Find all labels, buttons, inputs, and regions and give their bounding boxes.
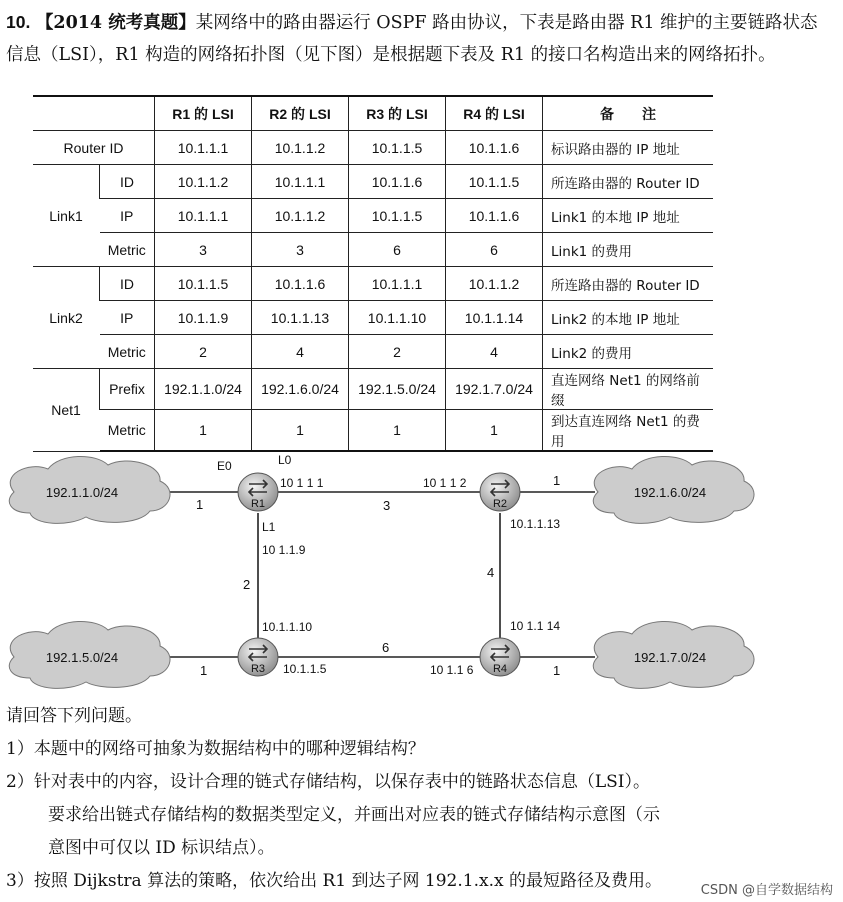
cell: 10.1.1.5 [155, 267, 252, 301]
cell: 10.1.1.5 [446, 165, 543, 199]
cell: 10.1.1.1 [155, 131, 252, 165]
cell: 192.1.7.0/24 [446, 369, 543, 410]
router-label: R4 [492, 663, 508, 675]
header-r3: R3 的 LSI [349, 96, 446, 131]
cost-r3-r4: 6 [382, 640, 390, 655]
header-r2: R2 的 LSI [252, 96, 349, 131]
note-cell: Link1 的费用 [543, 233, 714, 267]
cost-r2-c6: 1 [553, 473, 561, 488]
cost-r1-r2: 3 [383, 498, 391, 513]
cell: 1 [349, 410, 446, 452]
network-topology-diagram [0, 447, 843, 697]
router-r2 [480, 473, 520, 511]
cell: 10.1.1.2 [252, 199, 349, 233]
cell: 1 [446, 410, 543, 452]
cell: 4 [446, 335, 543, 369]
router-label: R1 [250, 498, 266, 510]
cell: 2 [349, 335, 446, 369]
table-row [33, 267, 713, 301]
cell: 10.1.1.5 [349, 131, 446, 165]
problem-header [6, 6, 832, 71]
note-cell: Link2 的费用 [543, 335, 714, 369]
cloud-label: 192.1.1.0/24 [45, 485, 119, 500]
ip-r4-left: 10 1.1 6 [430, 663, 474, 677]
cell: 10.1.1.2 [155, 165, 252, 199]
header-empty [33, 96, 155, 131]
router-r4 [480, 638, 520, 676]
cell: 10.1.1.6 [252, 267, 349, 301]
cell: 6 [446, 233, 543, 267]
row-label: Metric [100, 233, 155, 267]
problem-source: 【2014 统考真题】 [35, 13, 196, 33]
cost-c1-r1: 1 [196, 497, 204, 512]
question-2: 2）针对表中的内容，设计合理的链式存储结构，以保存表中的链路状态信息（LSI）。 [6, 772, 650, 792]
cell: 10.1.1.6 [349, 165, 446, 199]
cell: 3 [252, 233, 349, 267]
iface-e0: E0 [217, 459, 232, 473]
ip-r3-up: 10.1.1.10 [262, 620, 313, 634]
question-2-line-2: 要求给出链式存储结构的数据类型定义，并画出对应表的链式存储结构示意图（示 [48, 805, 660, 825]
note-cell: 所连路由器的 Router ID [543, 165, 714, 199]
table-row [33, 165, 713, 199]
iface-l0: L0 [278, 453, 292, 467]
cloud-192-1-5-0 [9, 621, 170, 688]
questions-block [6, 700, 836, 898]
table-header-row [33, 96, 713, 131]
table-row [33, 301, 713, 335]
cost-r2-r4: 4 [487, 565, 495, 580]
router-label: R2 [492, 498, 508, 510]
table-row [33, 410, 713, 452]
cell: 10.1.1.2 [252, 131, 349, 165]
question-3: 3）按照 Dijkstra 算法的策略，依次给出 R1 到达子网 192.1.x.x 的最短路径及费用。 [6, 871, 662, 891]
cloud-label: 192.1.6.0/24 [633, 485, 707, 500]
cell: 10.1.1.1 [349, 267, 446, 301]
ip-r1-l0: 10 1 1 1 [280, 476, 324, 490]
cell: 10.1.1.6 [446, 199, 543, 233]
cell: 192.1.5.0/24 [349, 369, 446, 410]
cell: 10.1.1.13 [252, 301, 349, 335]
cell: 3 [155, 233, 252, 267]
row-label: IP [100, 301, 155, 335]
cell: 192.1.6.0/24 [252, 369, 349, 410]
cost-r1-r3: 2 [243, 577, 251, 592]
watermark: CSDN @自学数据结构 [700, 883, 833, 898]
group-label: Net1 [33, 369, 100, 452]
cell: 10.1.1.5 [349, 199, 446, 233]
questions-prompt: 请回答下列问题。 [6, 706, 142, 726]
note-cell: 直连网络 Net1 的网络前缀 [543, 369, 714, 410]
cell: 6 [349, 233, 446, 267]
header-r4: R4 的 LSI [446, 96, 543, 131]
table-row [33, 369, 713, 410]
router-r3 [238, 638, 278, 676]
row-label: ID [100, 267, 155, 301]
cloud-label: 192.1.5.0/24 [45, 650, 119, 665]
cell: 10.1.1.6 [446, 131, 543, 165]
cell: 10.1.1.9 [155, 301, 252, 335]
cell: 1 [155, 410, 252, 452]
note-cell: Link2 的本地 IP 地址 [543, 301, 714, 335]
note-cell: 标识路由器的 IP 地址 [543, 131, 714, 165]
iface-l1: L1 [262, 520, 276, 534]
lsi-table [33, 95, 713, 452]
cell: 1 [252, 410, 349, 452]
cell: 10.1.1.10 [349, 301, 446, 335]
cost-c5-r3: 1 [200, 663, 208, 678]
row-label: Router ID [33, 131, 155, 165]
note-cell: Link1 的本地 IP 地址 [543, 199, 714, 233]
ip-r4-up: 10 1.1 14 [510, 619, 561, 633]
question-1: 1）本题中的网络可抽象为数据结构中的哪种逻辑结构？ [6, 739, 425, 759]
ip-r2-down: 10.1.1.13 [510, 517, 561, 531]
header-note: 备 注 [543, 96, 714, 131]
table-row [33, 233, 713, 267]
row-label: Prefix [100, 369, 155, 410]
router-label: R3 [250, 663, 266, 675]
cloud-192-1-1-0 [9, 456, 170, 523]
cell: 10.1.1.1 [155, 199, 252, 233]
group-label: Link2 [33, 267, 100, 369]
ip-r1-l1: 10 1.1.9 [262, 543, 306, 557]
cell: 4 [252, 335, 349, 369]
ip-r2-left: 10 1 1 2 [423, 476, 467, 490]
cell: 10.1.1.14 [446, 301, 543, 335]
table-row [33, 199, 713, 233]
cloud-192-1-7-0 [593, 621, 754, 688]
row-label: Metric [100, 335, 155, 369]
row-label: Metric [100, 410, 155, 452]
cell: 10.1.1.1 [252, 165, 349, 199]
table-row [33, 131, 713, 165]
cloud-192-1-6-0 [593, 456, 754, 523]
row-label: IP [100, 199, 155, 233]
group-label: Link1 [33, 165, 100, 267]
table-row [33, 335, 713, 369]
router-r1 [238, 473, 278, 511]
note-cell: 所连路由器的 Router ID [543, 267, 714, 301]
problem-intro: 某网络中的路由器运行 OSPF 路由协议，下表是路由器 R1 维护的主要链路状态信息（LSI），R1 构造的网络拓扑图（见下图）是根据题下表及 R1 的接口名构造出来的网络拓扑。 [6, 13, 818, 65]
cloud-label: 192.1.7.0/24 [633, 650, 707, 665]
row-label: ID [100, 165, 155, 199]
note-cell: 到达直连网络 Net1 的费用 [543, 410, 714, 452]
problem-number: 10. [6, 12, 31, 32]
cell: 192.1.1.0/24 [155, 369, 252, 410]
cell: 2 [155, 335, 252, 369]
cell: 10.1.1.2 [446, 267, 543, 301]
ip-r3-right: 10.1.1.5 [283, 662, 327, 676]
header-r1: R1 的 LSI [155, 96, 252, 131]
cost-r4-c7: 1 [553, 663, 561, 678]
question-2-line-3: 意图中可仅以 ID 标识结点）。 [48, 838, 275, 858]
